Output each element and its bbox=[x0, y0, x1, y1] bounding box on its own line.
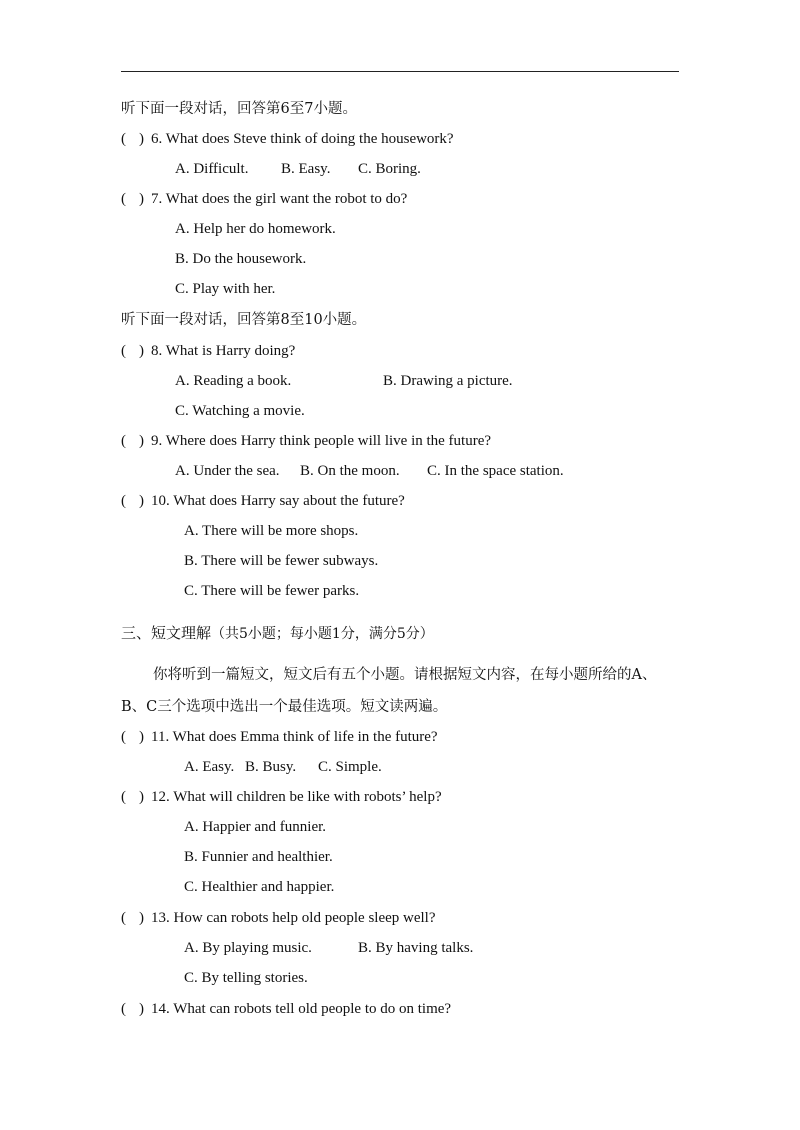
option-8a: A. Reading a book. bbox=[175, 373, 292, 389]
option-11b: B. Busy. bbox=[245, 759, 297, 775]
option-6b: B. Easy. bbox=[281, 161, 331, 177]
question-text: 8. What is Harry doing? bbox=[151, 343, 296, 359]
answer-blank-close: ) bbox=[139, 433, 144, 449]
answer-blank-close: ) bbox=[139, 343, 144, 359]
answer-blank-open: ( bbox=[121, 729, 126, 745]
question-6 bbox=[121, 129, 454, 149]
question-text: 10. What does Harry say about the future? bbox=[151, 493, 405, 509]
section-3-heading bbox=[121, 623, 434, 644]
answer-blank-close: ) bbox=[139, 191, 144, 207]
answer-blank-close: ) bbox=[139, 910, 144, 926]
question-text: 9. Where does Harry think people will live in the future? bbox=[151, 433, 492, 449]
question-12 bbox=[121, 787, 442, 807]
option-6c: C. Boring. bbox=[358, 161, 421, 177]
option-13c: C. By telling stories. bbox=[184, 970, 308, 986]
answer-blank-open: ( bbox=[121, 191, 126, 207]
answer-blank-open: ( bbox=[121, 910, 126, 926]
option-13a: A. By playing music. bbox=[184, 940, 312, 956]
option-11a: A. Easy. bbox=[184, 759, 235, 775]
option-7a: A. Help her do homework. bbox=[175, 221, 336, 237]
question-7 bbox=[121, 189, 407, 209]
answer-blank-close: ) bbox=[139, 131, 144, 147]
question-8 bbox=[121, 341, 295, 361]
question-text: 13. How can robots help old people sleep well? bbox=[151, 910, 436, 926]
answer-blank-open: ( bbox=[121, 433, 126, 449]
question-14 bbox=[121, 999, 451, 1019]
instruction-q6-7: 听下面一段对话，回答第6至7小题。 bbox=[121, 101, 357, 117]
answer-blank-close: ) bbox=[139, 1001, 144, 1017]
option-9a: A. Under the sea. bbox=[175, 463, 280, 479]
question-text: 11. What does Emma think of life in the future? bbox=[151, 729, 438, 745]
option-10b: B. There will be fewer subways. bbox=[184, 553, 379, 569]
option-8c: C. Watching a movie. bbox=[175, 403, 305, 419]
answer-blank-open: ( bbox=[121, 493, 126, 509]
section-3-intro-line-1: 你将听到一篇短文，短文后有五个小题。请根据短文内容，在每小题所给的A、 bbox=[153, 667, 657, 683]
question-10 bbox=[121, 491, 405, 511]
question-9 bbox=[121, 431, 491, 451]
instruction-q8-10: 听下面一段对话，回答第8至10小题。 bbox=[121, 312, 367, 328]
option-6a: A. Difficult. bbox=[175, 161, 249, 177]
option-9c: C. In the space station. bbox=[427, 463, 564, 479]
option-12a: A. Happier and funnier. bbox=[184, 819, 327, 835]
question-text: 7. What does the girl want the robot to do? bbox=[151, 191, 408, 207]
option-10a: A. There will be more shops. bbox=[184, 523, 359, 539]
answer-blank-close: ) bbox=[139, 493, 144, 509]
section-3-intro-line-2: B、C三个选项中选出一个最佳选项。短文读两遍。 bbox=[121, 699, 448, 715]
question-13 bbox=[121, 908, 436, 928]
answer-blank-open: ( bbox=[121, 131, 126, 147]
option-8b: B. Drawing a picture. bbox=[383, 373, 513, 389]
section-score-note: （共5小题；每小题1分，满分5分） bbox=[211, 626, 434, 642]
answer-blank-close: ) bbox=[139, 789, 144, 805]
option-7b: B. Do the housework. bbox=[175, 251, 307, 267]
option-11c: C. Simple. bbox=[318, 759, 382, 775]
option-7c: C. Play with her. bbox=[175, 281, 276, 297]
option-9b: B. On the moon. bbox=[300, 463, 400, 479]
question-text: 6. What does Steve think of doing the housework? bbox=[151, 131, 454, 147]
question-text: 12. What will children be like with robots’ help? bbox=[151, 789, 442, 805]
answer-blank-open: ( bbox=[121, 1001, 126, 1017]
option-12b: B. Funnier and healthier. bbox=[184, 849, 333, 865]
answer-blank-close: ) bbox=[139, 729, 144, 745]
option-13b: B. By having talks. bbox=[358, 940, 474, 956]
section-title: 三、短文理解 bbox=[121, 624, 212, 642]
question-text: 14. What can robots tell old people to do on time? bbox=[151, 1001, 452, 1017]
option-10c: C. There will be fewer parks. bbox=[184, 583, 360, 599]
option-12c: C. Healthier and happier. bbox=[184, 879, 335, 895]
question-11 bbox=[121, 727, 438, 747]
answer-blank-open: ( bbox=[121, 343, 126, 359]
header-rule bbox=[121, 71, 679, 72]
answer-blank-open: ( bbox=[121, 789, 126, 805]
